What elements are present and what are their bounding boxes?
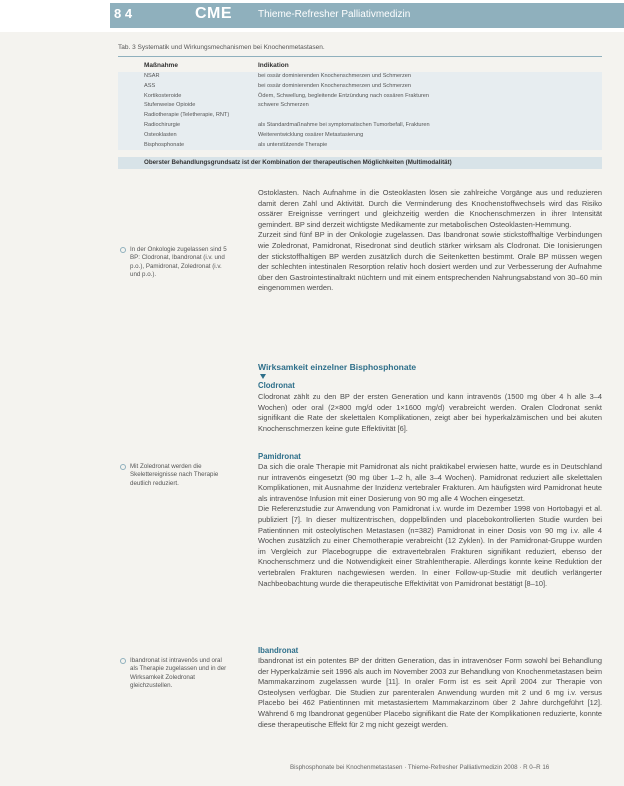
table-row: Radiotherapie (Teletherapie, RNT) (144, 112, 230, 119)
pamidronat-paragraph-1: Da sich die orale Therapie mit Pamidronat als nicht praktikabel erwiesen hatte, wurde es in Deutschland nur intravenös eingesetzt (90 mg über 1–2 h, alle 3–4 Wochen). Pamidronat reduziert alle skelettalen Komplikationen, mit Ausnahme der Inzidenz vertebraler Frakturen. Am häufigsten wird Pamidronat heute als intravenöse Infusion mit einer Dosierung von 90 mg alle 4 Wochen eingesetzt. (258, 462, 602, 503)
intro-text (258, 188, 602, 294)
section-heading: Wirksamkeit einzelner Bisphosphonate (258, 362, 417, 372)
bullet-icon (120, 247, 126, 253)
table-row: Stufenweise Opioide schwere Schmerzen (144, 102, 309, 109)
subheading-pamidronat: Pamidronat (258, 452, 301, 461)
page-footer: Bisphosphonate bei Knochenmetastasen · Thieme-Refresher Palliativmedizin 2008 · R 0–R 16 (290, 764, 550, 771)
subheading-ibandronat: Ibandronat (258, 646, 299, 655)
clodronat-text: Clodronat zählt zu den BP der ersten Generation und kann intravenös (1500 mg über 4 h alle 3–4 Wochen) oder oral (2×800 mg/d oder 1×1600 mg/d) verabreicht werden. Oralen Clodronat senkt signifikant die Rate der skelettalen Komplikationen, zeigt aber bei hyperkalzämischen und bei akuten Knochenschmerzen keine gute Effektivität [6]. (258, 392, 602, 433)
subheading-clodronat: Clodronat (258, 381, 295, 390)
table-header-measure: Maßnahme (144, 62, 178, 69)
journal-title: Thieme-Refresher Palliativmedizin (258, 9, 411, 20)
table-header-indication: Indikation (258, 62, 289, 69)
table-row: ASS bei ossär dominierenden Knochenschmerzen und Schmerzen (144, 82, 411, 89)
margin-note-zoledronat: Mit Zoledronat werden die Skelettereignisse nach Therapie deutlich reduziert. (130, 463, 230, 488)
table-row: Kortikosteroide Ödem, Schwellung, begleitende Entzündung nach ossären Frakturen (144, 92, 430, 99)
ibandronat-text: Ibandronat ist ein potentes BP der dritten Generation, das in intravenöser Form sowohl bei Behandlung der Hyperkalzämie seit 1996 als auch im November 2003 zur Behandlung von Knochenmetastasen beim Mammakarzinom zugelassen wurde [11]. In oraler Form ist es seit April 2004 zur Therapie von Osteolysen verfügbar. Die Studien zur parenteralen Anwendung wurden mit 2 und 6 mg i.v. versus Placebo bei 462 Patientinnen mit metastasiertem Mammakarzinom über 2 Jahre durchgeführt [12]. Während 6 mg Ibandronat gegenüber Placebo signifikant die Rate der Komplikationen reduzierte, konnte diese therapeutische Effekt für 2 mg nicht gezeigt werden. (258, 656, 602, 729)
bullet-icon (120, 464, 126, 470)
table-caption: Tab. 3 Systematik und Wirkungsmechanismen bei Knochenmetastasen. (118, 44, 325, 51)
page-header (0, 0, 624, 32)
intro-paragraph-2: Zurzeit sind fünf BP in der Onkologie zugelassen. Das Ibandronat sowie stickstoffhaltige Verbindungen wie Zoledronat, Pamidronat, Risedronat sind deutlich stärker wirksam als Clodronat. Die Ionisierungen der stickstoffhaltigen BP werden zusätzlich durch die Seitenketten bestimmt. Orale BP müssen wegen der schlechten intestinalen Resorption relativ hoch dosiert werden und zur Verbesserung der Aufnahme über den Gastrointestinaltrakt nüchtern und mit einem entsprechenden Nahrungsabstand von 30–60 min eingenommen werden. (258, 230, 602, 293)
measures-table (118, 72, 602, 150)
margin-note-approved-bp: In der Onkologie zugelassen sind 5 BP: Clodronat, Ibandronat (i.v. und p.o.), Pamidronat, Zoledronat (i.v. und p.o.). (130, 246, 230, 280)
table-row: Radiochirurgie als Standardmaßnahme bei symptomatischen Tumorbefall, Frakturen (144, 121, 430, 128)
bullet-icon (120, 658, 126, 664)
pamidronat-paragraph-2: Die Referenzstudie zur Anwendung von Pamidronat i.v. wurde im Dezember 1998 von Hortobagyi et al. publiziert [7]. In dieser multizentrischen, doppelblinden und placebokontrollierten Studie wurden bei Patientinnen mit osteolytischen Metastasen (n=382) Pamidronat in einer Dosis von 90 mg i.v. alle 4 Wochen zusätzlich zu einer Chemotherapie verabreicht (12 Zyklen). In der Pamidronat-Gruppe wurden im Vergleich zur Placebogruppe die extravertebralen Frakturen signifikant reduziert, ebenso der Knochenschmerz und die Notwendigkeit einer Strahlentherapie. Allerdings konnte keine Reduktion der vertebralen Frakturen nachgewiesen werden. In einer Follow-up-Studie mit deutlich verlängerter Nachbeobachtung wurde die therapeutische Effektivität von Pamidronat bestätigt [8–10]. (258, 504, 602, 588)
page-number: 8 4 (114, 6, 133, 21)
cme-badge: CME (195, 5, 233, 22)
table-row: NSAR bei ossär dominierenden Knochenschmerzen und Schmerzen (144, 73, 411, 79)
table-top-rule (118, 56, 602, 57)
intro-paragraph-1: Ostoklasten. Nach Aufnahme in die Osteoklasten lösen sie zahlreiche Vorgänge aus und reduzieren damit deren Zahl und Aktivität. Durch die Verminderung des Knochenstoffwechsels wird das Risiko ossärer Ereignisse verringert und gleichzeitig werden die Knochenschmerzen in ihrer Intensität gemindert. BP sind derzeit wichtigste Medikamente zur metabolischen Osteoklasten-Hemmung. (258, 188, 602, 229)
table-row: Bisphosphonate als unterstützende Therapie (144, 141, 328, 148)
pamidronat-text (258, 462, 602, 589)
table-row: Osteoklasten Weiterentwicklung ossärer Metastasierung (144, 131, 364, 138)
arrow-down-icon (260, 374, 266, 379)
margin-note-ibandronat: Ibandronat ist intravenös und oral als Therapie zugelassen und in der Wirksamkeit Zoledronat gleichzustellen. (130, 657, 230, 691)
table-footer-row: Oberster Behandlungsgrundsatz ist der Kombination der therapeutischen Möglichkeiten (Multimodalität) (118, 157, 602, 169)
